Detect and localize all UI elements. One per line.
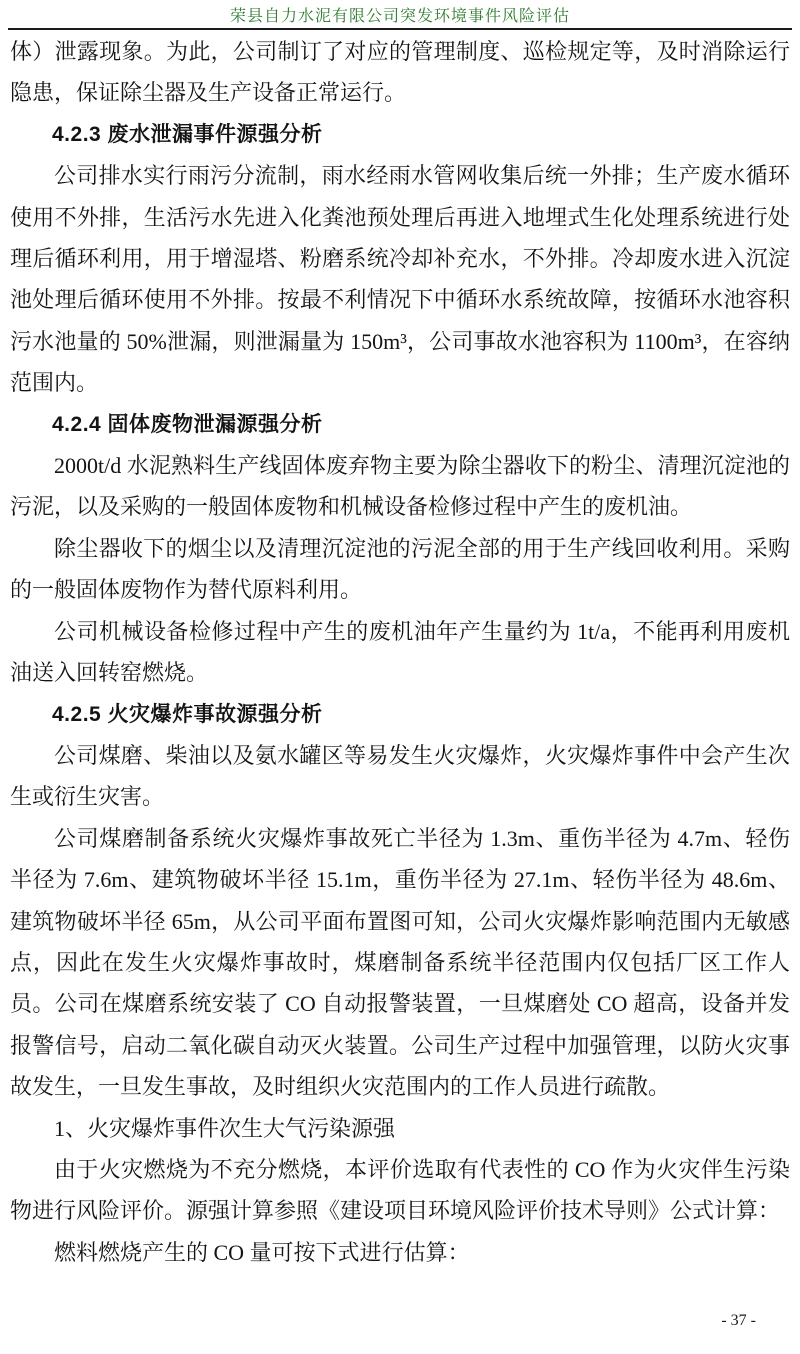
paragraph-wastewater-drainage: 公司排水实行雨污分流制，雨水经雨水管网收集后统一外排；生产废水循环使用不外排，生活污水先进入化粪池预处理后再进入地埋式生化处理系统进行处理后循环利用，用于增湿塔、粉磨系统冷却补充水，不外排。冷却废水进入沉淀池处理后循环使用不外排。按最不利情况下中循环水系统故障，按循环水池容积污水池量的 50%泄漏，则泄漏量为 150m³，公司事故水池容积为 1100m³，在容纳范围内。 bbox=[10, 163, 790, 396]
heading-4-2-5-fire-explosion: 4.2.5 火灾爆炸事故源强分析 bbox=[52, 702, 323, 726]
paragraph-solid-waste-sources: 2000t/d 水泥熟料生产线固体废弃物主要为除尘器收下的粉尘、清理沉淀池的污泥，以及采购的一般固体废物和机械设备检修过程中产生的废机油。 bbox=[10, 453, 790, 520]
paragraph-explosion-radii: 公司煤磨制备系统火灾爆炸事故死亡半径为 1.3m、重伤半径为 4.7m、轻伤半径为 7.6m、建筑物破坏半径 15.1m，重伤半径为 27.1m、轻伤半径为 48.6m、建筑物破坏半径 65m，从公司平面布置图可知，公司火灾爆炸影响范围内无敏感点，因此在发生火灾爆炸事故时，煤磨制备系统半径范围内仅包括厂区工作人员。公司在煤磨系统安装了 CO 自动报警装置，一旦煤磨处 CO 超高，设备并发报警信号，启动二氧化碳自动灭火装置。公司生产过程中加强管理，以防火灾事故发生，一旦发生事故，及时组织火灾范围内的工作人员进行疏散。 bbox=[10, 825, 790, 1100]
page-number: - 37 - bbox=[721, 1312, 756, 1329]
paragraph-item1-secondary-air-pollution: 1、火灾爆炸事件次生大气污染源强 bbox=[54, 1115, 396, 1141]
header-title: 荣县自力水泥有限公司突发环境事件风险评估 bbox=[229, 8, 570, 25]
paragraph-co-risk-evaluation: 由于火灾燃烧为不充分燃烧，本评价选取有代表性的 CO 作为火灾伴生污染物进行风险评价。源强计算参照《建设项目环境风险评价技术导则》公式计算： bbox=[10, 1156, 790, 1224]
page-content bbox=[0, 30, 800, 1273]
paragraph-solid-waste-recycle: 除尘器收下的烟尘以及清理沉淀池的污泥全部的用于生产线回收利用。采购的一般固体废物作为替代原料利用。 bbox=[10, 535, 790, 603]
paragraph-fire-risk-areas: 公司煤磨、柴油以及氨水罐区等易发生火灾爆炸，火灾爆炸事件中会产生次生或衍生灾害。 bbox=[10, 742, 790, 810]
heading-4-2-4-solid-waste-leak: 4.2.4 固体废物泄漏源强分析 bbox=[52, 412, 323, 436]
paragraph-co-estimation-intro: 燃料燃烧产生的 CO 量可按下式进行估算： bbox=[54, 1239, 470, 1265]
paragraph-waste-oil: 公司机械设备检修过程中产生的废机油年产生量约为 1t/a，不能再利用废机油送入回转窑燃烧。 bbox=[10, 618, 790, 686]
paragraph-continuation-leak: 体）泄露现象。为此，公司制订了对应的管理制度、巡检规定等，及时消除运行隐患，保证除尘器及生产设备正常运行。 bbox=[10, 39, 790, 106]
heading-4-2-3-wastewater-leak: 4.2.3 废水泄漏事件源强分析 bbox=[52, 122, 323, 146]
page-header bbox=[0, 0, 800, 26]
